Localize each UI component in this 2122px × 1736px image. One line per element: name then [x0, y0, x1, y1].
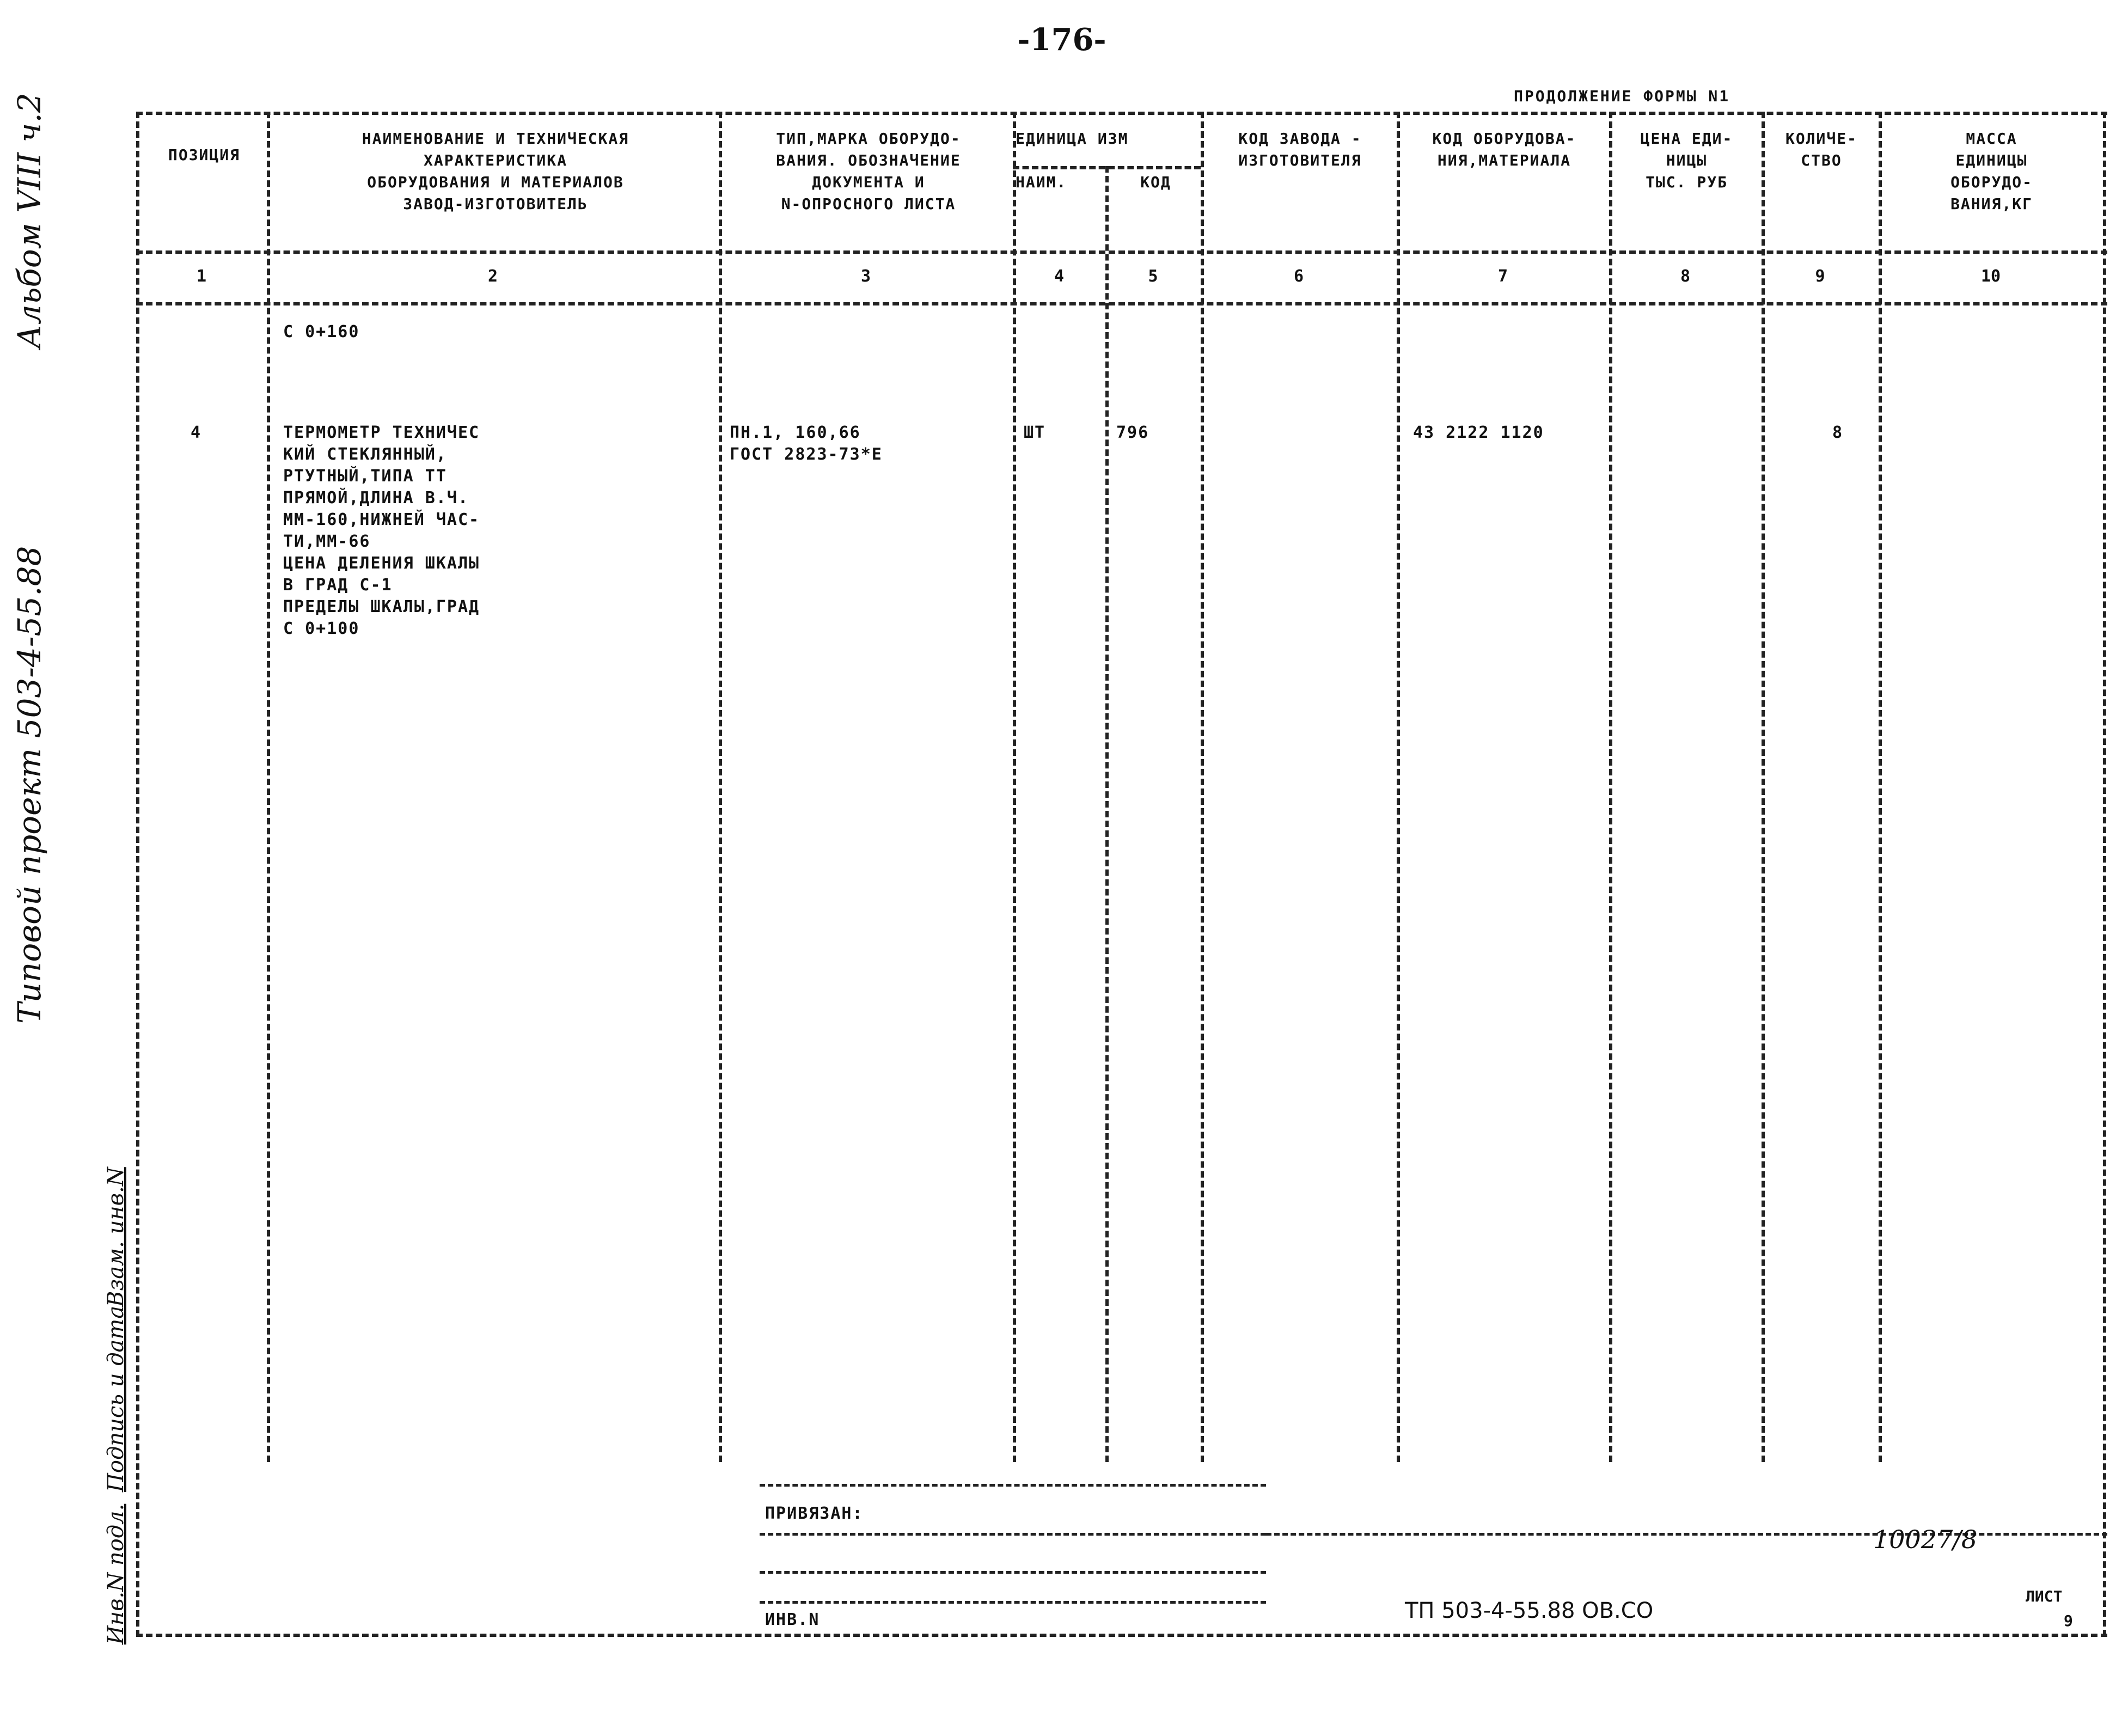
- margin-inv-replace: Взам. инв.N: [103, 1167, 129, 1307]
- col-line: [1397, 112, 1400, 1462]
- header-manufacturer-code: КОД ЗАВОДА - ИЗГОТОВИТЕЛЯ: [1238, 130, 1362, 169]
- column-number: 3: [860, 267, 871, 286]
- specification-table: [136, 112, 2107, 1636]
- row-unit: ШТ: [1024, 423, 1046, 442]
- column-number-divider: [136, 302, 2107, 305]
- column-number: 2: [487, 267, 498, 286]
- col-line: [2103, 112, 2106, 1636]
- header-unit-price: ЦЕНА ЕДИ- НИЦЫ ТЫС. РУБ: [1640, 130, 1733, 191]
- column-number: 1: [196, 267, 207, 286]
- header-equipment-code: КОД ОБОРУДОВА- НИЯ,МАТЕРИАЛА: [1432, 130, 1576, 169]
- header-mass: МАССА ЕДИНИЦЫ ОБОРУДО- ВАНИЯ,КГ: [1950, 130, 2033, 213]
- document-code: ТП 503-4-55.88 ОВ.СО: [1405, 1598, 1654, 1623]
- col-line: [136, 112, 139, 1636]
- column-number: 6: [1293, 267, 1304, 286]
- row-unit-code: 796: [1116, 423, 1149, 442]
- row-name: ТЕРМОМЕТР ТЕХНИЧЕС КИЙ СТЕКЛЯННЫЙ, РТУТНЫЙ,ТИПА ТТ ПРЯМОЙ,ДЛИНА В.Ч. ММ-160,НИЖНЕЙ ЧАС- ТИ,ММ-66 ЦЕНА ДЕЛЕНИЯ ШКАЛЫ В ГРАД С-1 ПРЕДЕЛЫ ШКАЛЫ,ГРАД С 0+100: [283, 423, 480, 638]
- sheet-number: 9: [2064, 1612, 2073, 1630]
- col-line: [1201, 112, 1204, 1462]
- margin-album: Альбом VIII ч.2: [11, 93, 48, 349]
- stamp-inv-label: ИНВ.N: [765, 1610, 820, 1629]
- header-quantity: КОЛИЧЕ- СТВО: [1785, 130, 1857, 169]
- column-number: 10: [1980, 267, 2001, 286]
- header-unit-code: КОД: [1140, 173, 1171, 191]
- table-top-border: [136, 112, 2107, 115]
- col-line: [1105, 166, 1109, 1462]
- stamp-line: [760, 1533, 1266, 1536]
- row-position: 4: [191, 423, 202, 442]
- handwritten-number: 10027/8: [1873, 1525, 1978, 1554]
- stamp-bound-label: ПРИВЯЗАН:: [765, 1504, 864, 1523]
- header-divider: [136, 250, 2107, 254]
- row-quantity: 8: [1832, 423, 1844, 442]
- sheet-label: ЛИСТ: [2026, 1587, 2063, 1605]
- column-number: 9: [1815, 267, 1825, 286]
- header-type: ТИП,МАРКА ОБОРУДО- ВАНИЯ. ОБОЗНАЧЕНИЕ ДОКУМЕНТА И N-ОПРОСНОГО ЛИСТА: [776, 130, 961, 213]
- stamp-line: [760, 1484, 1266, 1487]
- col-line: [1879, 112, 1882, 1462]
- carry-over-text: С 0+160: [283, 322, 360, 341]
- continuation-label: ПРОДОЛЖЕНИЕ ФОРМЫ N1: [1514, 87, 1730, 105]
- stamp-line: [760, 1601, 1266, 1604]
- col-line: [1013, 112, 1016, 1462]
- header-name: НАИМЕНОВАНИЕ И ТЕХНИЧЕСКАЯ ХАРАКТЕРИСТИКА ОБОРУДОВАНИЯ И МАТЕРИАЛОВ ЗАВОД-ИЗГОТОВИТЕЛЬ: [362, 130, 629, 213]
- col-line: [719, 112, 722, 1462]
- row-equipment-code: 43 2122 1120: [1413, 423, 1544, 442]
- row-type: ПН.1, 160,66 ГОСТ 2823-73*Е: [730, 423, 883, 464]
- column-number: 7: [1497, 267, 1508, 286]
- margin-project-title: Типовой проект 503-4-55.88: [11, 546, 48, 1024]
- header-unit: ЕДИНИЦА ИЗМ НАИМ.: [1016, 130, 1129, 191]
- col-line: [1609, 112, 1612, 1462]
- col-line: [267, 112, 270, 1462]
- column-number: 4: [1054, 267, 1065, 286]
- header-position: ПОЗИЦИЯ: [168, 146, 240, 164]
- column-number: 5: [1148, 267, 1158, 286]
- page-number: -176-: [1017, 22, 1106, 58]
- binding-stamp: [760, 1484, 1266, 1636]
- column-number: 8: [1680, 267, 1691, 286]
- margin-inv-original: Инв.N подл.: [103, 1503, 129, 1645]
- title-block-line: [1266, 1533, 2107, 1536]
- stamp-line: [760, 1571, 1266, 1574]
- margin-signature-date: Подпись и дата: [103, 1305, 129, 1492]
- col-line: [1762, 112, 1765, 1462]
